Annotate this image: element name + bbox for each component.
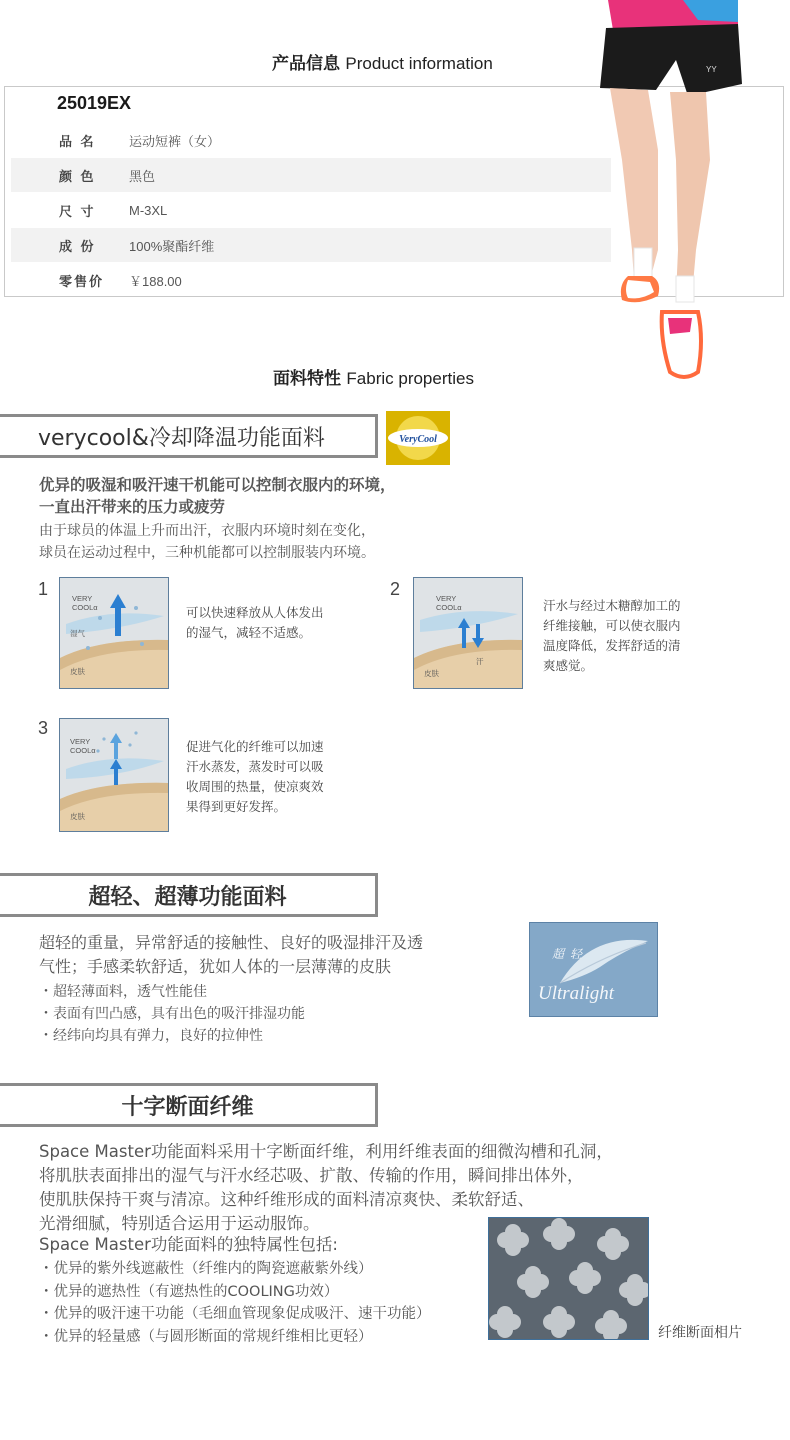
fabric-title: 面料特性 Fabric properties — [273, 369, 474, 389]
crossfiber-bullet-2: ・优异的遮热性（有遮热性的COOLING功效） — [39, 1284, 339, 1300]
ultralight-banner: 超轻、超薄功能面料 — [0, 873, 378, 917]
moisture-release-diagram: VERY COOLα 湿气 皮肤 — [59, 577, 169, 689]
crossfiber-banner: 十字断面纤维 — [0, 1083, 378, 1127]
verycool-logo — [386, 411, 450, 465]
info-row-material: 成 份 100%聚酯纤维 — [11, 228, 611, 262]
ultralight-badge: 超轻 Ultralight — [529, 922, 658, 1017]
crossfiber-bullet-3: ・优异的吸汗速干功能（毛细血管现象促成吸汗、速干功能） — [39, 1306, 431, 1322]
ultralight-bullet-1: ・超轻薄面料，透气性能佳 — [39, 984, 207, 1000]
verycool-logo-icon — [386, 411, 450, 465]
feature-number-3: 3 — [38, 718, 49, 738]
fiber-photo-caption: 纤维断面相片 — [658, 1325, 742, 1341]
crossfiber-bullet-4: ・优异的轻量感（与圆形断面的常规纤维相比更轻） — [39, 1329, 373, 1345]
model-photo — [588, 0, 748, 385]
crossfiber-paragraph: Space Master功能面料采用十字断面纤维，利用纤维表面的细微沟槽和孔洞， 将肌肤表面排出的湿气与汗水经芯吸、扩散、传输的作用，瞬间排出体外， 使肌肤保持干爽与清凉。这种纤维形成的面料清凉爽快、柔软舒适、 光滑细腻，特别适合运用于运动服饰。 — [39, 1142, 613, 1233]
feature-number-1: 1 — [38, 579, 49, 599]
ultralight-bullet-3: ・经纬向均具有弹力，良好的拉伸性 — [39, 1028, 263, 1044]
fiber-cross-section-photo — [488, 1217, 649, 1340]
crossfiber-bullet-1: ・优异的紫外线遮蔽性（纤维内的陶瓷遮蔽紫外线） — [39, 1261, 373, 1277]
verycool-banner: verycool&冷却降温功能面料 — [0, 414, 378, 458]
info-row-color: 颜 色 黑色 — [11, 158, 611, 192]
info-row-price: 零售价 ￥188.00 — [59, 273, 182, 290]
feature-text-1: 可以快速释放从人体发出 的湿气，减轻不适感。 — [186, 605, 324, 640]
verycool-lead: 优异的吸湿和吸汗速干机能可以控制衣服内的环境， 一直出汗带来的压力或疲劳 — [39, 476, 396, 516]
verycool-body: 由于球员的体温上升而出汗，衣服内环境时刻在变化， 球员在运动过程中，三种机能都可以控制服装内环境。 — [39, 523, 375, 561]
feature-text-2: 汗水与经过木糖醇加工的 纤维接触，可以使衣服内 温度降低，发挥舒适的清 爽感觉。 — [543, 598, 681, 673]
ultralight-lead: 超轻的重量，异常舒适的接触性、良好的吸湿排汗及透 气性；手感柔软舒适，犹如人体的一层薄薄的皮肤 — [39, 933, 424, 976]
crossfiber-subtitle: Space Master功能面料的独特属性包括: — [39, 1235, 338, 1254]
info-row-name: 品 名 运动短裤（女） — [59, 133, 221, 150]
product-info-title: 产品信息 Product information — [272, 54, 493, 74]
feature-number-2: 2 — [390, 579, 401, 599]
info-row-size: 尺 寸 M-3XL — [59, 202, 168, 220]
feature-text-3: 促进气化的纤维可以加速 汗水蒸发，蒸发时可以吸 收周围的热量，使凉爽效 果得到更好发挥。 — [186, 739, 324, 814]
evaporation-diagram: VERY COOLα 皮肤 — [59, 718, 169, 832]
svg-text:YY: YY — [706, 65, 717, 74]
svg-text:VeryCool: VeryCool — [399, 434, 437, 445]
model-number: 25019EX — [57, 93, 132, 113]
ultralight-bullet-2: ・表面有凹凸感，具有出色的吸汗排湿功能 — [39, 1006, 305, 1022]
sweat-cooling-diagram: VERY COOLα 汗 皮肤 — [413, 577, 523, 689]
